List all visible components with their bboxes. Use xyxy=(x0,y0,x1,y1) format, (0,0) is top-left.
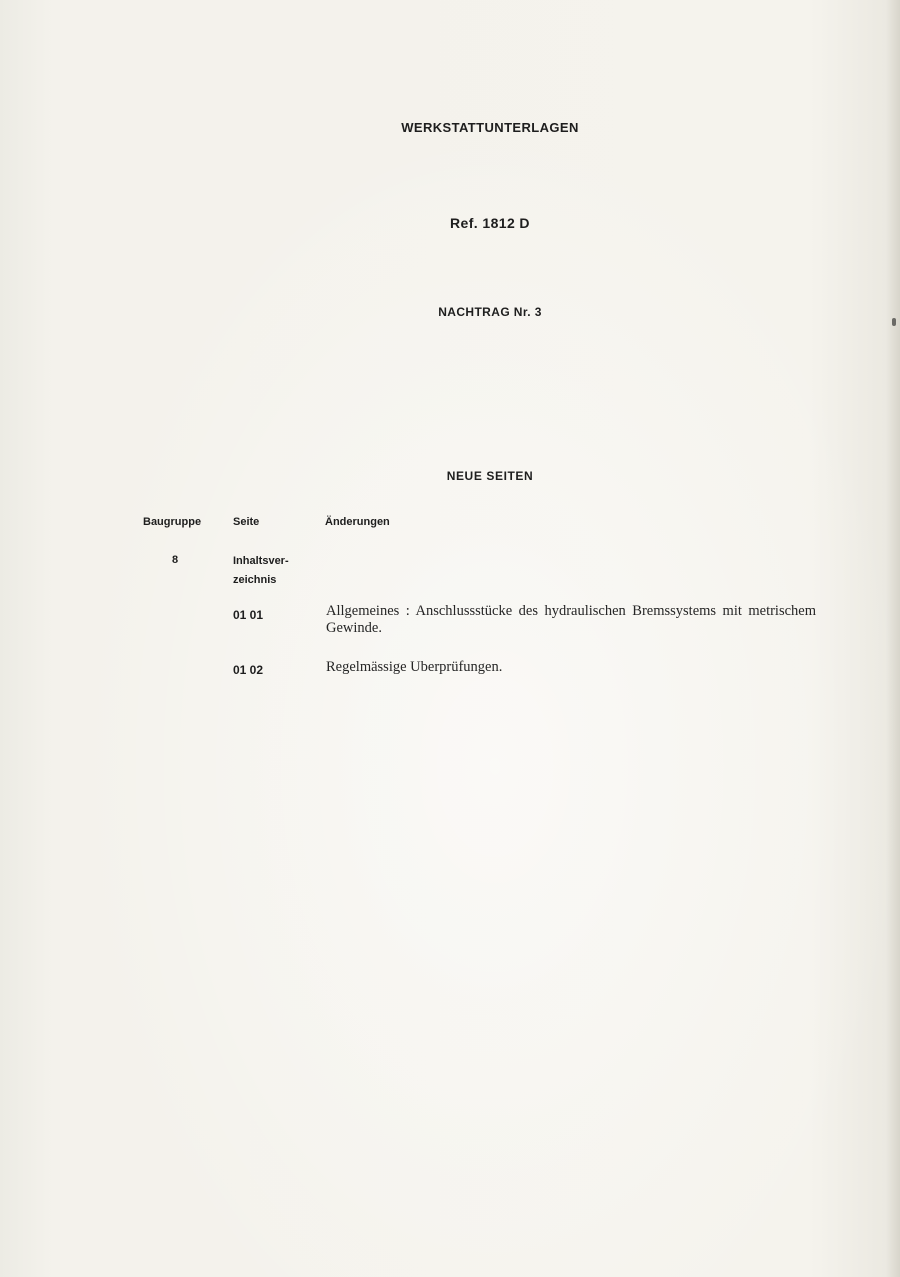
document-title: WERKSTATTUNTERLAGEN xyxy=(401,120,579,135)
document-reference: Ref. 1812 D xyxy=(450,215,530,231)
section-heading: NEUE SEITEN xyxy=(446,469,534,483)
column-header-seite: Seite xyxy=(233,516,260,528)
supplement-number: NACHTRAG Nr. 3 xyxy=(438,305,542,319)
page-edge-shadow xyxy=(886,0,900,1277)
column-header-aenderungen: Änderungen xyxy=(325,516,390,528)
table-row-seite: 01 02 xyxy=(233,663,264,677)
column-header-baugruppe: Baugruppe xyxy=(143,516,202,528)
table-row-seite: 01 01 xyxy=(233,608,264,622)
page-edge-mark xyxy=(892,318,896,326)
group-seite: Inhaltsver- zeichnis xyxy=(233,555,289,586)
group-number: 8 xyxy=(172,554,179,566)
table-row-aenderung: Regelmässige Uberprüfungen. xyxy=(326,659,503,675)
table-row-aenderung: Allgemeines : Anschlussstücke des hydraulischen Bremssystems mit metrischem Gewinde. xyxy=(326,603,816,636)
